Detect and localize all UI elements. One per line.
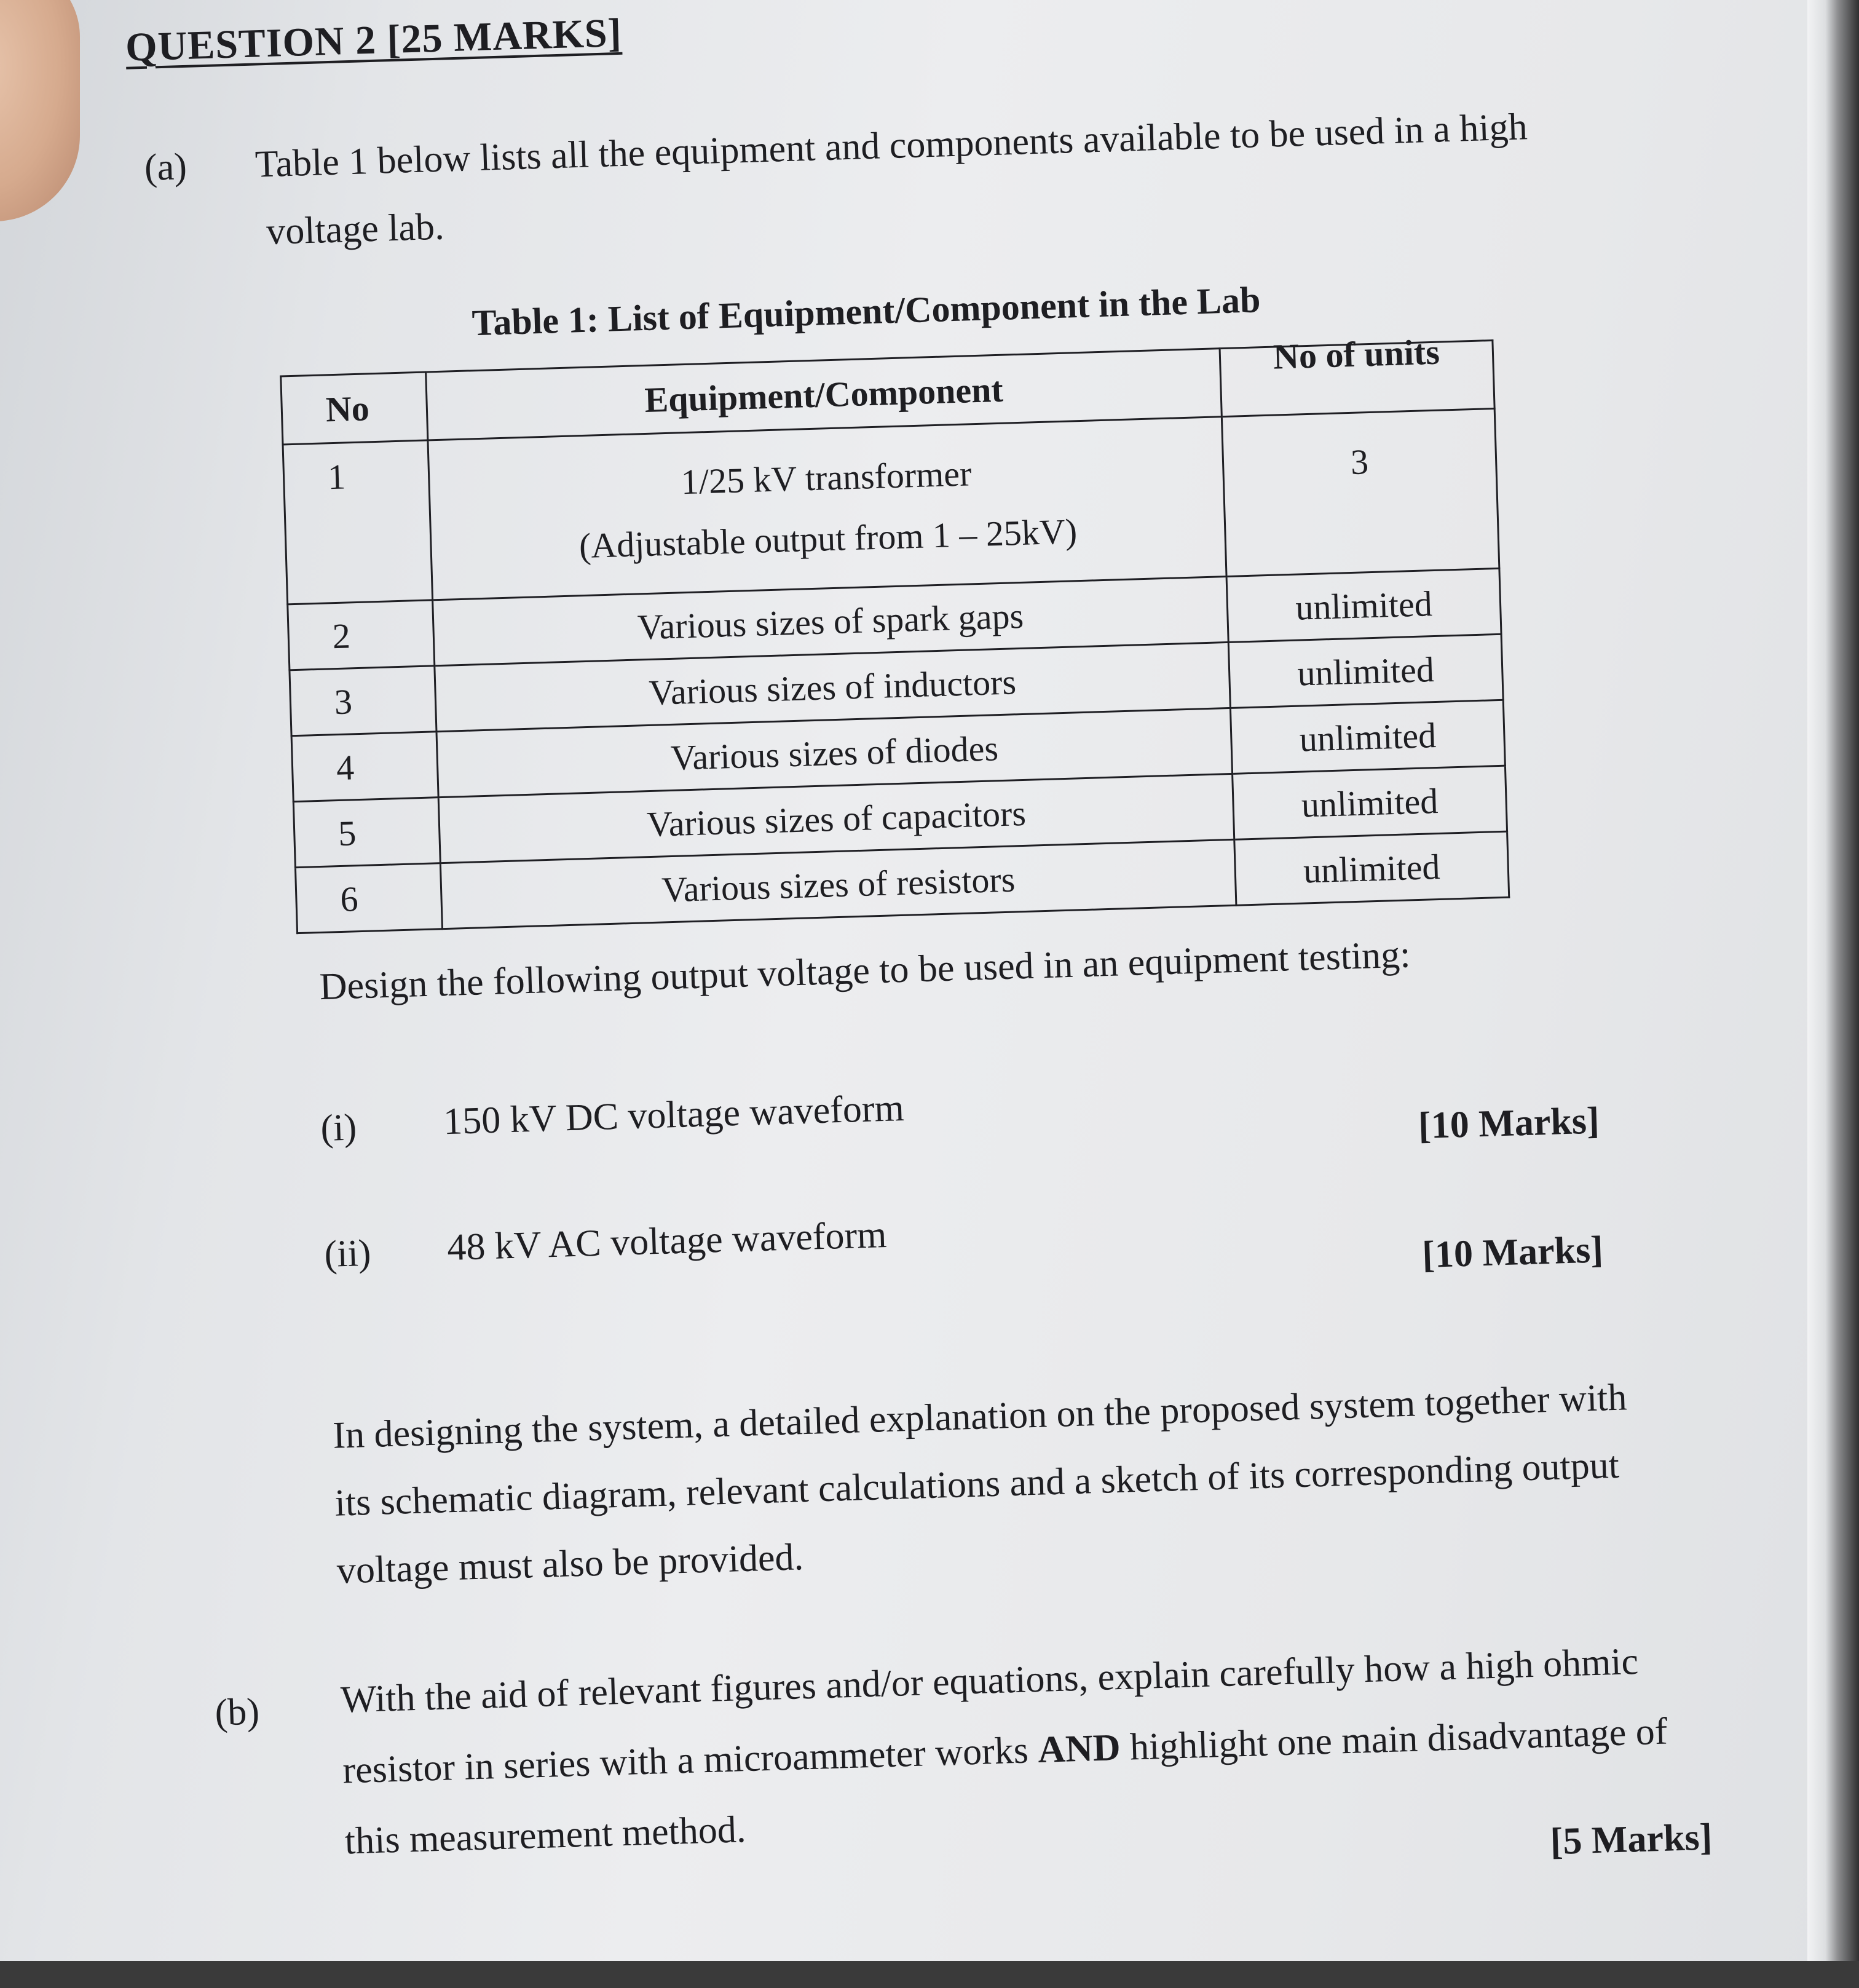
row-no: 2 (288, 600, 435, 670)
part-a-intro-line1: Table 1 below lists all the equipment and components available to be used in a high (254, 106, 1528, 186)
part-b-line2-start: resistor in series with a microammeter works (342, 1729, 1039, 1792)
row-no: 4 (291, 732, 438, 802)
explanation-line2: its schematic diagram, relevant calculations and a sketch of its corresponding output (334, 1444, 1620, 1524)
header-equipment: Equipment/Component (426, 349, 1222, 440)
explanation-line3: voltage must also be provided. (336, 1536, 804, 1592)
row-equipment (428, 417, 1226, 600)
row-equipment: Various sizes of diodes (436, 708, 1232, 797)
question-heading: QUESTION 2 [25 MARKS] (125, 10, 623, 70)
row-units: unlimited (1234, 831, 1509, 905)
part-a-label: (a) (144, 145, 187, 189)
design-prompt: Design the following output voltage to be used in an equipment testing: (318, 933, 1411, 1008)
table-title: Table 1: List of Equipment/Component in the Lab (471, 279, 1261, 344)
header-units-label: No of units (1273, 331, 1440, 377)
row-equipment: Various sizes of resistors (441, 839, 1236, 929)
row-no: 1 (283, 440, 433, 604)
row-no: 5 (293, 798, 440, 868)
item-i-marks: [10 Marks] (1418, 1099, 1600, 1147)
part-a-intro-line2: voltage lab. (266, 205, 445, 253)
part-b-line1: With the aid of relevant figures and/or equations, explain carefully how a high ohmic (340, 1640, 1639, 1721)
row-equipment: Various sizes of inductors (435, 642, 1230, 731)
item-ii-marks: [10 Marks] (1421, 1229, 1604, 1277)
part-b-line2-end: highlight one main disadvantage of (1119, 1710, 1668, 1768)
item-ii-label: (ii) (323, 1232, 372, 1276)
item-ii-text: 48 kV AC voltage waveform (446, 1213, 888, 1269)
row-equipment-name: 1/25 kV transformer (680, 453, 973, 502)
equipment-table (280, 331, 1510, 934)
row-units: unlimited (1233, 766, 1507, 839)
row-no: 3 (290, 666, 436, 736)
part-b-line3: this measurement method. (344, 1808, 747, 1863)
part-b-line2-bold: AND (1037, 1726, 1121, 1771)
part-b-label: (b) (214, 1690, 260, 1734)
part-b-line2 (342, 1710, 1668, 1792)
explanation-line1: In designing the system, a detailed explanation on the proposed system together with (332, 1376, 1628, 1457)
row-equipment-note: (Adjustable output from 1 – 25kV) (578, 510, 1078, 566)
header-units (1220, 331, 1494, 417)
row-units: unlimited (1230, 700, 1505, 774)
row-units: 3 (1222, 408, 1499, 576)
row-units: unlimited (1228, 634, 1503, 708)
row-no: 6 (295, 863, 442, 933)
row-equipment: Various sizes of spark gaps (433, 577, 1228, 666)
header-no: No (281, 372, 428, 445)
row-units: unlimited (1226, 568, 1501, 642)
row-equipment: Various sizes of capacitors (438, 774, 1234, 863)
item-i-label: (i) (320, 1106, 358, 1150)
part-b-marks: [5 Marks] (1549, 1816, 1713, 1863)
item-i-text: 150 kV DC voltage waveform (443, 1087, 905, 1143)
